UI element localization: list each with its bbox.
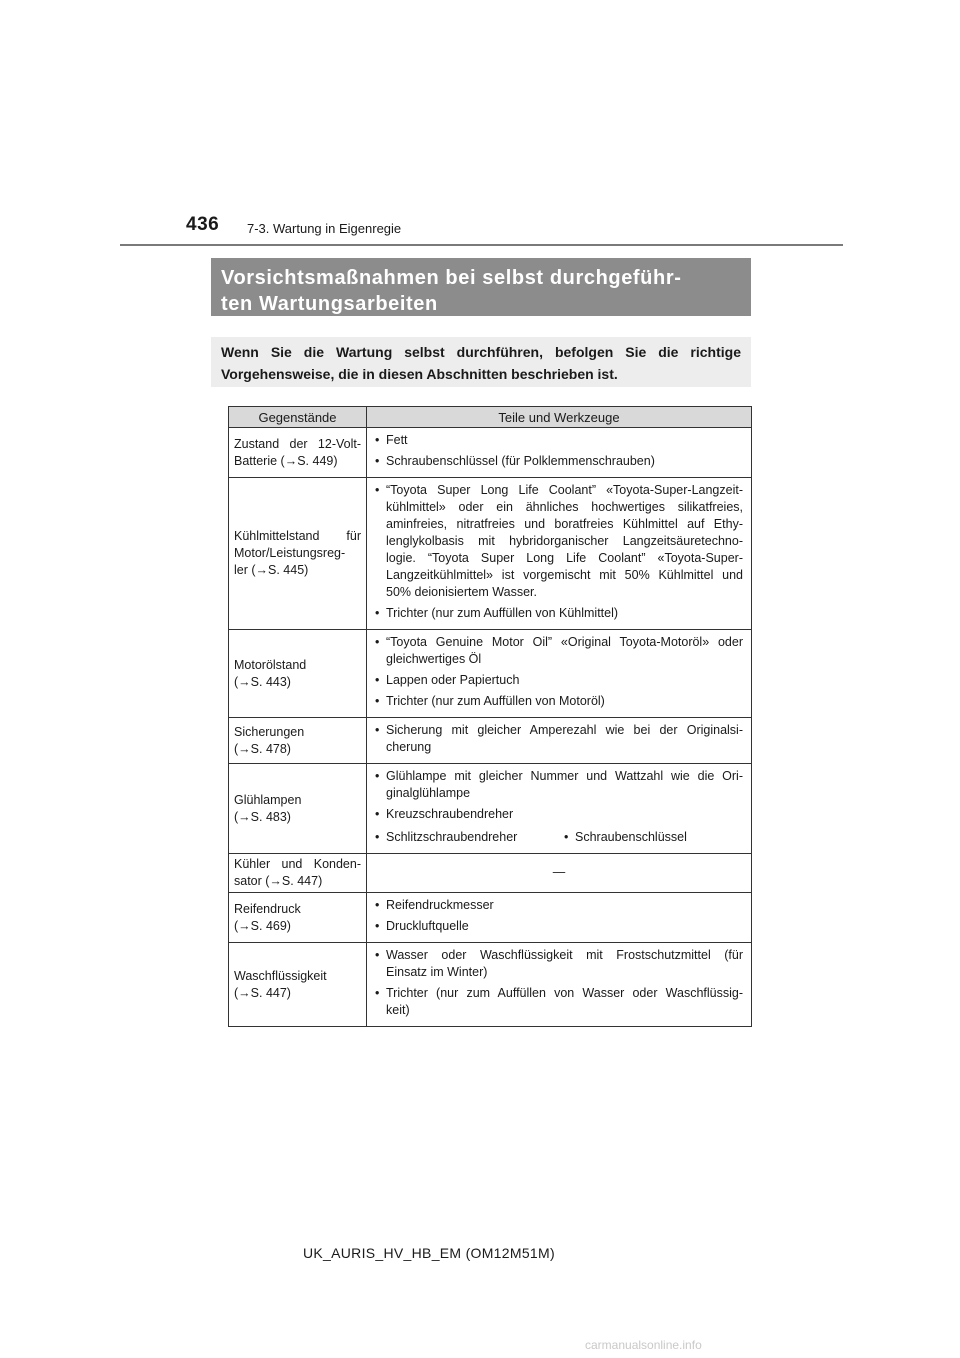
text-line: kühlmittel» oder ein ähnliches hochwertiges silikatfreies, — [386, 500, 743, 514]
text-line: • Wasser oder Waschflüssigkeit mit Frostschutzmittel (für — [386, 948, 743, 962]
text-line: sator (→S. 447) — [234, 874, 323, 888]
tools-cell — [367, 630, 752, 718]
tools-cell — [367, 718, 752, 764]
text-line: Batterie (→S. 449) — [234, 453, 338, 468]
text-line: (→S. 483) — [234, 809, 291, 824]
tool-list-item — [375, 722, 743, 756]
tool-list-item — [375, 432, 743, 449]
text-line: • Lappen oder Papiertuch — [386, 673, 520, 687]
table-row — [229, 764, 752, 854]
intro-line-1: Wenn Sie die Wartung selbst durchführen, befolgen Sie die richtige — [221, 344, 741, 360]
text-line: (→S. 478) — [234, 741, 291, 756]
header-rule — [120, 244, 843, 246]
table-row — [229, 943, 752, 1027]
text-line: gleichwertiges Öl — [386, 652, 482, 666]
text-line: 50% deionisiertem Wasser. — [386, 585, 537, 599]
text-line: Kühlmittelstand für — [234, 529, 361, 543]
section-title — [211, 258, 751, 316]
text-line: lenglykolbasis mit hybridorganischer Langzeitsäuretechno- — [386, 534, 743, 548]
tool-list-pair — [375, 827, 743, 850]
table-row — [229, 630, 752, 718]
text-line: Kühler und Konden- — [234, 857, 361, 871]
text-line: cherung — [386, 740, 432, 754]
parts-table — [228, 406, 752, 1027]
text-line: Waschflüssigkeit — [234, 968, 327, 983]
tool-list — [375, 482, 743, 622]
text-line: (→S. 469) — [234, 918, 291, 933]
section-title-line-1: Vorsichtsmaßnahmen bei selbst durchgeführ- — [221, 267, 682, 289]
tool-list — [375, 768, 743, 823]
tool-list — [375, 722, 743, 756]
item-cell — [229, 478, 367, 630]
footer-code: UK_AURIS_HV_HB_EM (OM12M51M) — [303, 1245, 555, 1261]
table-row — [229, 893, 752, 943]
tools-cell — [367, 764, 752, 854]
table-header-row — [229, 407, 752, 428]
text-line: ler (→S. 445) — [234, 563, 309, 577]
tools-cell — [367, 893, 752, 943]
table-row — [229, 478, 752, 630]
page-number: 436 — [186, 214, 220, 235]
item-cell — [229, 718, 367, 764]
text-line: • Trichter (nur zum Auffüllen von Wasser oder Waschflüssig- — [386, 986, 743, 1000]
tools-cell — [367, 943, 752, 1027]
text-line: • Fett — [386, 433, 408, 447]
text-line: • Trichter (nur zum Auffüllen von Kühlmittel) — [386, 606, 619, 620]
tool-list-item — [375, 605, 743, 622]
column-header-tools: Teile und Werkzeuge — [367, 407, 752, 428]
column-header-items: Gegenstände — [229, 407, 367, 428]
tool-list-item — [375, 947, 743, 981]
text-line: Einsatz im Winter) — [386, 965, 488, 979]
item-cell — [229, 943, 367, 1027]
table-row — [229, 854, 752, 893]
text-line: Sicherungen — [234, 724, 305, 739]
watermark: carmanualsonline.info — [585, 1338, 702, 1352]
table-row — [229, 718, 752, 764]
tool-list-item — [375, 918, 743, 935]
text-line: • “Toyota Super Long Life Coolant” «Toyota-Super-Langzeit- — [386, 483, 743, 497]
tool-list-item: • Schlitzschraubendreher — [375, 829, 564, 846]
section-title-line-2: ten Wartungsarbeiten — [221, 293, 438, 315]
text-line: Motorölstand — [234, 657, 307, 672]
text-line: keit) — [386, 1003, 410, 1017]
tool-list-item — [375, 453, 743, 470]
section-label: 7-3. Wartung in Eigenregie — [247, 221, 402, 236]
text-line: Langzeitkühlmittel» ist vorgemischt mit 50% Kühlmittel und — [386, 568, 743, 582]
tool-list — [375, 432, 743, 470]
tool-list-item — [375, 693, 743, 710]
tool-list-item — [375, 482, 743, 601]
tools-cell — [367, 854, 752, 893]
text-line: logie. “Toyota Super Long Life Coolant” «Toyota-Super- — [386, 551, 743, 565]
intro-box — [211, 337, 751, 387]
tool-list-item — [375, 768, 743, 802]
tools-cell — [367, 478, 752, 630]
parts-table-body — [229, 428, 752, 1027]
text-line: aminfreies, nitratfreies und boratfreies Kühlmittel auf Ethy- — [386, 517, 743, 531]
tool-list — [375, 947, 743, 1019]
table-row — [229, 428, 752, 478]
text-line: ginalglühlampe — [386, 786, 471, 800]
text-line: • Trichter (nur zum Auffüllen von Motoröl) — [386, 694, 605, 708]
item-cell — [229, 764, 367, 854]
text-line: Zustand der 12-Volt- — [234, 436, 361, 451]
text-line: • Sicherung mit gleicher Amperezahl wie bei der Originalsi- — [386, 723, 743, 737]
text-line: • Schraubenschlüssel (für Polklemmenschrauben) — [386, 454, 655, 468]
tool-list-item: • Schraubenschlüssel — [564, 829, 687, 846]
tool-list-item — [375, 897, 743, 914]
text-line: (→S. 443) — [234, 674, 291, 689]
text-line: • Reifendruckmesser — [386, 898, 494, 912]
text-line: • Kreuzschraubendreher — [386, 807, 514, 821]
tool-list-item — [375, 634, 743, 668]
text-line: (→S. 447) — [234, 985, 291, 1000]
tool-list-item — [375, 806, 743, 823]
tool-list — [375, 634, 743, 710]
tool-list-item — [375, 672, 743, 689]
text-line: • Glühlampe mit gleicher Nummer und Wattzahl wie die Ori- — [386, 769, 743, 783]
item-cell — [229, 893, 367, 943]
text-line: • Druckluftquelle — [386, 919, 469, 933]
empty-dash: — — [552, 865, 566, 879]
text-line: Glühlampen — [234, 792, 302, 807]
text-line: Reifendruck — [234, 901, 301, 916]
text-line: Motor/Leistungsreg- — [234, 546, 346, 560]
text-line: • “Toyota Genuine Motor Oil” «Original Toyota-Motoröl» oder — [386, 635, 743, 649]
item-cell — [229, 428, 367, 478]
item-cell — [229, 854, 367, 893]
tool-list — [375, 897, 743, 935]
tools-cell — [367, 428, 752, 478]
item-cell — [229, 630, 367, 718]
intro-line-2: Vorgehensweise, die in diesen Abschnitten beschrieben ist. — [221, 366, 618, 382]
tool-list-item — [375, 985, 743, 1019]
